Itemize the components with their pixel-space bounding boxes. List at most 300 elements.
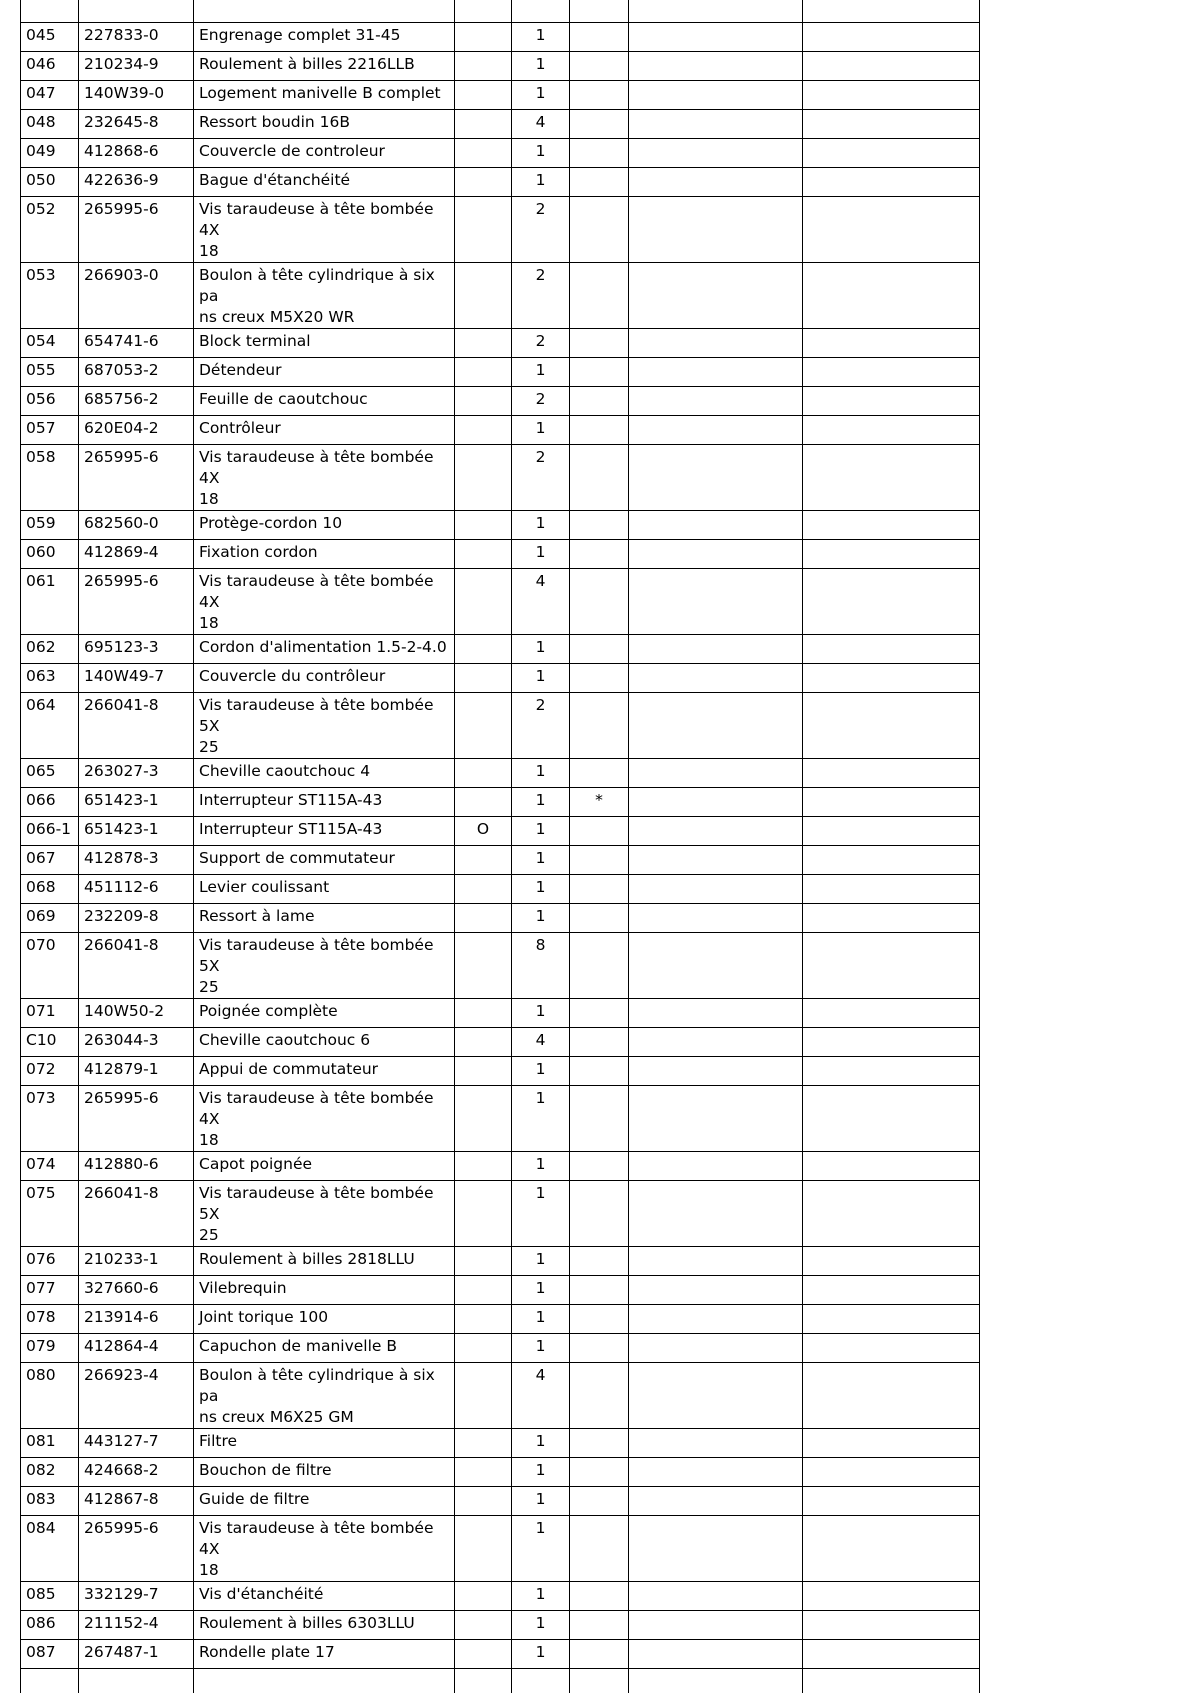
option-cell <box>455 387 512 416</box>
item-number-cell: 070 <box>21 933 79 999</box>
note-cell <box>570 904 629 933</box>
empty-cell <box>803 416 980 445</box>
table-row <box>21 139 980 168</box>
quantity-cell: 1 <box>512 664 570 693</box>
quantity-cell: 1 <box>512 1181 570 1247</box>
note-cell <box>570 664 629 693</box>
empty-cell <box>629 817 803 846</box>
empty-cell <box>803 635 980 664</box>
note-cell <box>570 635 629 664</box>
table-row <box>21 1458 980 1487</box>
description-cell: Protège-cordon 10 <box>194 511 455 540</box>
quantity-cell: 1 <box>512 875 570 904</box>
option-cell <box>455 511 512 540</box>
option-cell <box>455 81 512 110</box>
quantity-cell: 1 <box>512 1458 570 1487</box>
quantity-cell: 2 <box>512 445 570 511</box>
table-row <box>21 817 980 846</box>
description-cell: Joint torique 100 <box>194 1305 455 1334</box>
option-cell <box>455 1582 512 1611</box>
continuation-cell <box>194 1669 455 1693</box>
part-reference-cell: 651423-1 <box>79 788 194 817</box>
note-cell <box>570 1305 629 1334</box>
quantity-cell: 1 <box>512 168 570 197</box>
item-number-cell: 080 <box>21 1363 79 1429</box>
description-cell: Capuchon de manivelle B <box>194 1334 455 1363</box>
note-cell <box>570 139 629 168</box>
table-row <box>21 23 980 52</box>
empty-cell <box>629 1247 803 1276</box>
gap-cell <box>194 0 455 23</box>
note-cell <box>570 1363 629 1429</box>
gap-cell <box>455 0 512 23</box>
option-cell <box>455 263 512 329</box>
description-cell: Vis taraudeuse à tête bombée 5X 25 <box>194 1181 455 1247</box>
part-reference-cell: 227833-0 <box>79 23 194 52</box>
item-number-cell: 087 <box>21 1640 79 1669</box>
quantity-cell: 1 <box>512 1152 570 1181</box>
option-cell <box>455 168 512 197</box>
item-number-cell: 058 <box>21 445 79 511</box>
empty-cell <box>803 1057 980 1086</box>
table-row <box>21 1429 980 1458</box>
table-row <box>21 358 980 387</box>
note-cell <box>570 358 629 387</box>
item-number-cell: 083 <box>21 1487 79 1516</box>
description-cell: Couvercle du contrôleur <box>194 664 455 693</box>
note-cell <box>570 817 629 846</box>
empty-cell <box>803 693 980 759</box>
empty-cell <box>629 358 803 387</box>
continuation-cell <box>512 1669 570 1693</box>
note-cell <box>570 1181 629 1247</box>
note-cell <box>570 1057 629 1086</box>
item-number-cell: 062 <box>21 635 79 664</box>
table-row <box>21 1028 980 1057</box>
empty-cell <box>803 1640 980 1669</box>
description-cell: Cordon d'alimentation 1.5-2-4.0 <box>194 635 455 664</box>
description-cell: Feuille de caoutchouc <box>194 387 455 416</box>
option-cell <box>455 1152 512 1181</box>
item-number-cell: 061 <box>21 569 79 635</box>
empty-cell <box>803 933 980 999</box>
option-cell <box>455 904 512 933</box>
note-cell <box>570 416 629 445</box>
empty-cell <box>803 759 980 788</box>
gap-cell <box>570 0 629 23</box>
note-cell <box>570 1429 629 1458</box>
option-cell <box>455 1458 512 1487</box>
part-reference-cell: 210233-1 <box>79 1247 194 1276</box>
item-number-cell: 084 <box>21 1516 79 1582</box>
part-reference-cell: 232209-8 <box>79 904 194 933</box>
empty-cell <box>629 540 803 569</box>
quantity-cell: 4 <box>512 1363 570 1429</box>
empty-cell <box>629 1516 803 1582</box>
description-cell: Vis d'étanchéité <box>194 1582 455 1611</box>
table-row <box>21 1582 980 1611</box>
item-number-cell: 075 <box>21 1181 79 1247</box>
empty-cell <box>629 875 803 904</box>
note-cell <box>570 110 629 139</box>
quantity-cell: 1 <box>512 759 570 788</box>
empty-cell <box>803 664 980 693</box>
part-reference-cell: 140W49-7 <box>79 664 194 693</box>
description-cell: Bouchon de filtre <box>194 1458 455 1487</box>
empty-cell <box>629 635 803 664</box>
option-cell <box>455 540 512 569</box>
item-number-cell: 068 <box>21 875 79 904</box>
empty-cell <box>803 1028 980 1057</box>
part-reference-cell: 451112-6 <box>79 875 194 904</box>
option-cell <box>455 999 512 1028</box>
part-reference-cell: 412867-8 <box>79 1487 194 1516</box>
note-cell <box>570 1458 629 1487</box>
description-cell: Roulement à billes 2216LLB <box>194 52 455 81</box>
table-row <box>21 1334 980 1363</box>
empty-cell <box>803 329 980 358</box>
quantity-cell: 2 <box>512 329 570 358</box>
part-reference-cell: 687053-2 <box>79 358 194 387</box>
item-number-cell: 059 <box>21 511 79 540</box>
note-cell <box>570 999 629 1028</box>
table-row <box>21 387 980 416</box>
quantity-cell: 8 <box>512 933 570 999</box>
part-reference-cell: 263027-3 <box>79 759 194 788</box>
empty-cell <box>629 569 803 635</box>
item-number-cell: 077 <box>21 1276 79 1305</box>
empty-cell <box>629 168 803 197</box>
table-row <box>21 846 980 875</box>
note-cell <box>570 1276 629 1305</box>
option-cell <box>455 23 512 52</box>
description-cell: Cheville caoutchouc 4 <box>194 759 455 788</box>
empty-cell <box>629 1028 803 1057</box>
description-cell: Vis taraudeuse à tête bombée 4X 18 <box>194 197 455 263</box>
continuation-cell <box>570 1669 629 1693</box>
note-cell <box>570 1028 629 1057</box>
note-cell <box>570 23 629 52</box>
option-cell <box>455 358 512 387</box>
table-row <box>21 635 980 664</box>
quantity-cell: 1 <box>512 635 570 664</box>
empty-cell <box>629 110 803 139</box>
option-cell <box>455 1028 512 1057</box>
quantity-cell: 2 <box>512 197 570 263</box>
empty-cell <box>803 110 980 139</box>
description-cell: Ressort à lame <box>194 904 455 933</box>
empty-cell <box>803 52 980 81</box>
item-number-cell: 057 <box>21 416 79 445</box>
empty-cell <box>803 999 980 1028</box>
part-reference-cell: 651423-1 <box>79 817 194 846</box>
empty-cell <box>629 263 803 329</box>
item-number-cell: 049 <box>21 139 79 168</box>
table-row <box>21 197 980 263</box>
quantity-cell: 1 <box>512 52 570 81</box>
empty-cell <box>629 1458 803 1487</box>
table-row <box>21 1086 980 1152</box>
quantity-cell: 1 <box>512 846 570 875</box>
note-cell <box>570 1582 629 1611</box>
note-cell: * <box>570 788 629 817</box>
table-row <box>21 1305 980 1334</box>
note-cell <box>570 168 629 197</box>
option-cell <box>455 197 512 263</box>
note-cell <box>570 1516 629 1582</box>
note-cell <box>570 1152 629 1181</box>
quantity-cell: 1 <box>512 1276 570 1305</box>
option-cell <box>455 1086 512 1152</box>
quantity-cell: 2 <box>512 387 570 416</box>
continuation-cell <box>21 1669 79 1693</box>
option-cell <box>455 1305 512 1334</box>
quantity-cell: 1 <box>512 1487 570 1516</box>
quantity-cell: 1 <box>512 540 570 569</box>
empty-cell <box>803 875 980 904</box>
empty-cell <box>629 197 803 263</box>
part-reference-cell: 412879-1 <box>79 1057 194 1086</box>
option-cell <box>455 139 512 168</box>
item-number-cell: 063 <box>21 664 79 693</box>
description-cell: Appui de commutateur <box>194 1057 455 1086</box>
empty-cell <box>803 904 980 933</box>
quantity-cell: 2 <box>512 263 570 329</box>
description-cell: Vis taraudeuse à tête bombée 5X 25 <box>194 933 455 999</box>
empty-cell <box>803 387 980 416</box>
table-row <box>21 416 980 445</box>
table-row <box>21 1152 980 1181</box>
quantity-cell: 1 <box>512 1640 570 1669</box>
part-reference-cell: 412868-6 <box>79 139 194 168</box>
empty-cell <box>629 664 803 693</box>
table-row <box>21 81 980 110</box>
empty-cell <box>629 846 803 875</box>
item-number-cell: 069 <box>21 904 79 933</box>
option-cell <box>455 1057 512 1086</box>
part-reference-cell: 266903-0 <box>79 263 194 329</box>
item-number-cell: 072 <box>21 1057 79 1086</box>
part-reference-cell: 327660-6 <box>79 1276 194 1305</box>
note-cell <box>570 52 629 81</box>
item-number-cell: 066 <box>21 788 79 817</box>
description-cell: Vis taraudeuse à tête bombée 5X 25 <box>194 693 455 759</box>
gap-cell <box>803 0 980 23</box>
quantity-cell: 1 <box>512 81 570 110</box>
table-row <box>21 445 980 511</box>
description-cell: Vis taraudeuse à tête bombée 4X 18 <box>194 569 455 635</box>
item-number-cell: 047 <box>21 81 79 110</box>
option-cell <box>455 569 512 635</box>
empty-cell <box>803 788 980 817</box>
part-reference-cell: 140W39-0 <box>79 81 194 110</box>
quantity-cell: 4 <box>512 110 570 139</box>
note-cell <box>570 1611 629 1640</box>
item-number-cell: 067 <box>21 846 79 875</box>
description-cell: Roulement à billes 6303LLU <box>194 1611 455 1640</box>
gap-cell <box>79 0 194 23</box>
description-cell: Vis taraudeuse à tête bombée 4X 18 <box>194 1086 455 1152</box>
empty-cell <box>803 817 980 846</box>
quantity-cell: 1 <box>512 1057 570 1086</box>
note-cell <box>570 1640 629 1669</box>
item-number-cell: 064 <box>21 693 79 759</box>
table-row <box>21 759 980 788</box>
table-row <box>21 1611 980 1640</box>
part-reference-cell: 332129-7 <box>79 1582 194 1611</box>
continuation-cell <box>79 1669 194 1693</box>
empty-cell <box>803 1429 980 1458</box>
description-cell: Filtre <box>194 1429 455 1458</box>
option-cell <box>455 1640 512 1669</box>
empty-cell <box>629 904 803 933</box>
empty-cell <box>629 416 803 445</box>
empty-cell <box>629 1611 803 1640</box>
note-cell <box>570 759 629 788</box>
part-reference-cell: 266041-8 <box>79 933 194 999</box>
item-number-cell: 076 <box>21 1247 79 1276</box>
part-reference-cell: 213914-6 <box>79 1305 194 1334</box>
empty-cell <box>629 387 803 416</box>
part-reference-cell: 412869-4 <box>79 540 194 569</box>
description-cell: Block terminal <box>194 329 455 358</box>
option-cell <box>455 1181 512 1247</box>
part-reference-cell: 695123-3 <box>79 635 194 664</box>
part-reference-cell: 266923-4 <box>79 1363 194 1429</box>
empty-cell <box>803 1487 980 1516</box>
table-row <box>21 1181 980 1247</box>
parts-table <box>20 0 980 1693</box>
table-row <box>21 1640 980 1669</box>
table-continuation-row <box>21 1669 980 1693</box>
part-reference-cell: 232645-8 <box>79 110 194 139</box>
option-cell <box>455 1516 512 1582</box>
empty-cell <box>803 81 980 110</box>
quantity-cell: 1 <box>512 511 570 540</box>
empty-cell <box>629 1276 803 1305</box>
quantity-cell: 1 <box>512 1247 570 1276</box>
note-cell <box>570 81 629 110</box>
empty-cell <box>629 693 803 759</box>
table-row <box>21 1276 980 1305</box>
item-number-cell: 046 <box>21 52 79 81</box>
empty-cell <box>629 1640 803 1669</box>
empty-cell <box>803 846 980 875</box>
empty-cell <box>629 52 803 81</box>
part-reference-cell: 266041-8 <box>79 693 194 759</box>
part-reference-cell: 265995-6 <box>79 197 194 263</box>
item-number-cell: 056 <box>21 387 79 416</box>
empty-cell <box>803 1305 980 1334</box>
note-cell <box>570 387 629 416</box>
gap-cell <box>629 0 803 23</box>
note-cell <box>570 1247 629 1276</box>
table-row <box>21 788 980 817</box>
item-number-cell: 054 <box>21 329 79 358</box>
description-cell: Capot poignée <box>194 1152 455 1181</box>
note-cell <box>570 445 629 511</box>
option-cell <box>455 1334 512 1363</box>
option-cell <box>455 1363 512 1429</box>
parts-table-body <box>21 0 980 1693</box>
description-cell: Contrôleur <box>194 416 455 445</box>
table-top-gap-row <box>21 0 980 23</box>
table-row <box>21 1247 980 1276</box>
quantity-cell: 1 <box>512 1611 570 1640</box>
item-number-cell: 085 <box>21 1582 79 1611</box>
item-number-cell: 079 <box>21 1334 79 1363</box>
part-reference-cell: 263044-3 <box>79 1028 194 1057</box>
description-cell: Couvercle de controleur <box>194 139 455 168</box>
note-cell <box>570 329 629 358</box>
option-cell <box>455 933 512 999</box>
quantity-cell: 1 <box>512 1516 570 1582</box>
description-cell: Boulon à tête cylindrique à six pa ns creux M6X25 GM <box>194 1363 455 1429</box>
empty-cell <box>629 81 803 110</box>
table-row <box>21 1363 980 1429</box>
item-number-cell: 082 <box>21 1458 79 1487</box>
empty-cell <box>803 445 980 511</box>
option-cell <box>455 693 512 759</box>
empty-cell <box>629 1181 803 1247</box>
quantity-cell: 1 <box>512 817 570 846</box>
note-cell <box>570 1487 629 1516</box>
item-number-cell: 081 <box>21 1429 79 1458</box>
item-number-cell: 060 <box>21 540 79 569</box>
empty-cell <box>803 1152 980 1181</box>
part-reference-cell: 654741-6 <box>79 329 194 358</box>
table-row <box>21 263 980 329</box>
item-number-cell: 050 <box>21 168 79 197</box>
empty-cell <box>629 23 803 52</box>
quantity-cell: 1 <box>512 999 570 1028</box>
table-row <box>21 904 980 933</box>
description-cell: Boulon à tête cylindrique à six pa ns creux M5X20 WR <box>194 263 455 329</box>
empty-cell <box>629 139 803 168</box>
description-cell: Roulement à billes 2818LLU <box>194 1247 455 1276</box>
quantity-cell: 1 <box>512 788 570 817</box>
part-reference-cell: 443127-7 <box>79 1429 194 1458</box>
empty-cell <box>629 329 803 358</box>
part-reference-cell: 422636-9 <box>79 168 194 197</box>
table-row <box>21 110 980 139</box>
table-row <box>21 664 980 693</box>
item-number-cell: 073 <box>21 1086 79 1152</box>
table-row <box>21 933 980 999</box>
quantity-cell: 2 <box>512 693 570 759</box>
quantity-cell: 1 <box>512 1305 570 1334</box>
description-cell: Logement manivelle B complet <box>194 81 455 110</box>
empty-cell <box>629 999 803 1028</box>
quantity-cell: 1 <box>512 904 570 933</box>
note-cell <box>570 693 629 759</box>
table-row <box>21 168 980 197</box>
note-cell <box>570 846 629 875</box>
item-number-cell: 078 <box>21 1305 79 1334</box>
description-cell: Guide de filtre <box>194 1487 455 1516</box>
option-cell <box>455 846 512 875</box>
description-cell: Vis taraudeuse à tête bombée 4X 18 <box>194 445 455 511</box>
part-reference-cell: 412880-6 <box>79 1152 194 1181</box>
item-number-cell: 074 <box>21 1152 79 1181</box>
option-cell <box>455 1247 512 1276</box>
empty-cell <box>803 168 980 197</box>
empty-cell <box>803 1611 980 1640</box>
empty-cell <box>803 1276 980 1305</box>
quantity-cell: 1 <box>512 1429 570 1458</box>
empty-cell <box>803 540 980 569</box>
quantity-cell: 4 <box>512 569 570 635</box>
